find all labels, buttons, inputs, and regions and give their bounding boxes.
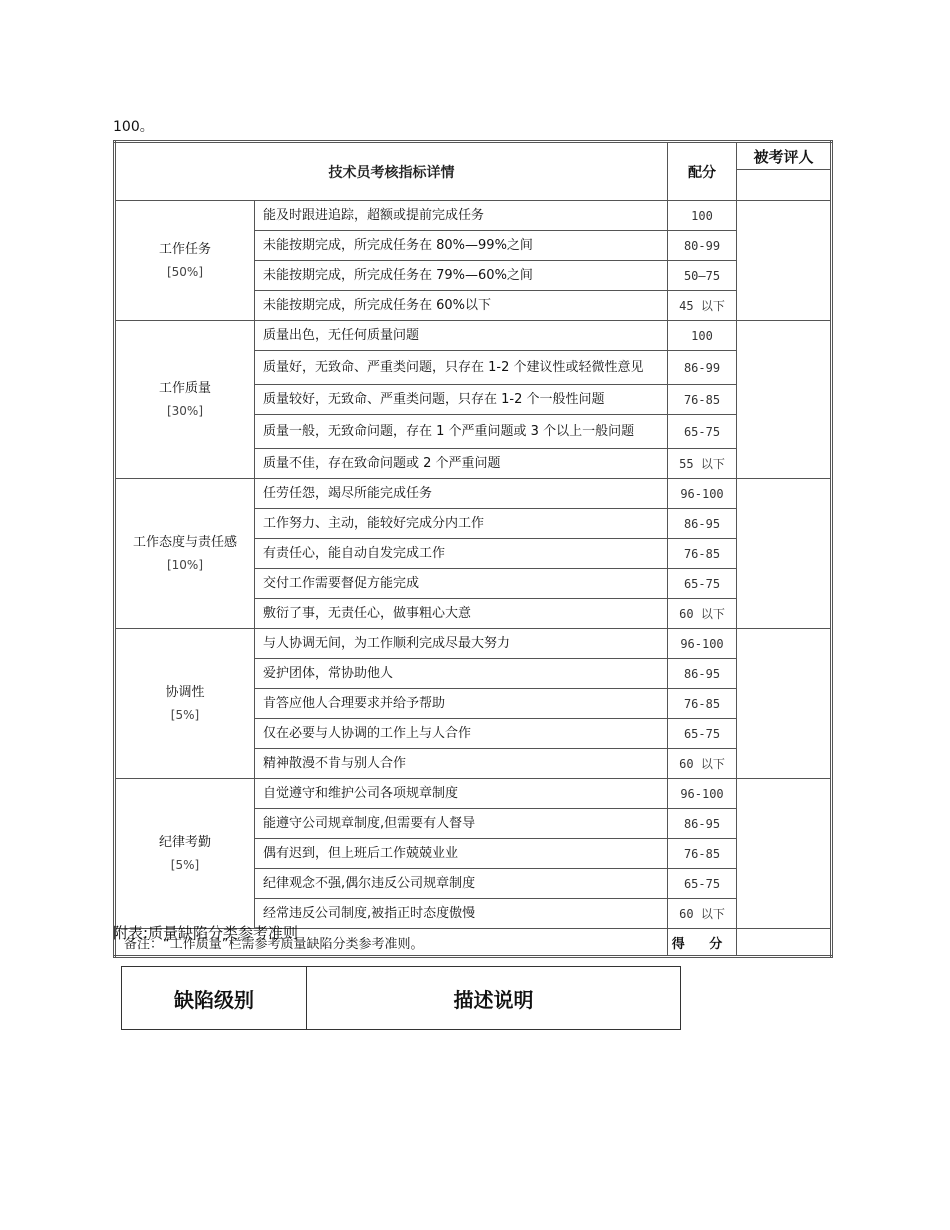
- criterion-score: 100: [668, 321, 737, 351]
- criterion-score: 96-100: [668, 479, 737, 509]
- category-weight: [30%]: [166, 403, 204, 418]
- category-weight: [50%]: [166, 264, 204, 279]
- category-weight: [5%]: [170, 707, 200, 722]
- criterion-description: 自觉遵守和维护公司各项规章制度: [255, 779, 668, 809]
- criterion-description: 爱护团体，常协助他人: [255, 659, 668, 689]
- criterion-description: 任劳任怨，竭尽所能完成任务: [255, 479, 668, 509]
- category-cell: [115, 779, 255, 929]
- table-row: [115, 779, 832, 809]
- criterion-description: 肯答应他人合理要求并给予帮助: [255, 689, 668, 719]
- criterion-score: 60 以下: [668, 749, 737, 779]
- criterion-description: 纪律观念不强,偶尔违反公司规章制度: [255, 869, 668, 899]
- criterion-description: 仅在必要与人协调的工作上与人合作: [255, 719, 668, 749]
- category-cell: [115, 629, 255, 779]
- criterion-score: 65-75: [668, 415, 737, 449]
- defect-level-header: 缺陷级别: [122, 967, 307, 1030]
- criterion-score: 80-99: [668, 231, 737, 261]
- criterion-description: 质量好，无致命、严重类问题，只存在 1-2 个建议性或轻微性意见: [255, 351, 668, 385]
- criterion-description: 质量较好，无致命、严重类问题，只存在 1-2 个一般性问题: [255, 385, 668, 415]
- evaluatee-score-cell[interactable]: [737, 779, 832, 929]
- criterion-description: 交付工作需要督促方能完成: [255, 569, 668, 599]
- criterion-description: 有责任心，能自动自发完成工作: [255, 539, 668, 569]
- table-title: 技术员考核指标详情: [115, 142, 668, 201]
- category-name: 工作质量: [158, 380, 211, 396]
- lead-text: 100。: [113, 119, 154, 135]
- criterion-score: 55 以下: [668, 449, 737, 479]
- evaluatee-header: 被考评人: [737, 142, 832, 170]
- criterion-score: 86-95: [668, 809, 737, 839]
- criterion-score: 86-99: [668, 351, 737, 385]
- category-weight: [10%]: [166, 557, 204, 572]
- table-row: [115, 201, 832, 231]
- criterion-description: 偶有迟到，但上班后工作兢兢业业: [255, 839, 668, 869]
- evaluatee-score-cell[interactable]: [737, 321, 832, 479]
- category-name: 工作态度与责任感: [132, 534, 237, 550]
- evaluatee-score-cell[interactable]: [737, 629, 832, 779]
- criterion-description: 未能按期完成，所完成任务在 80%—99%之间: [255, 231, 668, 261]
- criterion-score: 76-85: [668, 539, 737, 569]
- criterion-score: 96-100: [668, 629, 737, 659]
- criterion-score: 65-75: [668, 719, 737, 749]
- criterion-score: 45 以下: [668, 291, 737, 321]
- criterion-score: 86-95: [668, 659, 737, 689]
- appendix-title: 附表:质量缺陷分类参考准则: [113, 924, 299, 942]
- criterion-score: 86-95: [668, 509, 737, 539]
- criterion-score: 100: [668, 201, 737, 231]
- category-cell: [115, 479, 255, 629]
- criterion-score: 96-100: [668, 779, 737, 809]
- category-name: 协调性: [165, 684, 205, 700]
- table-row: [115, 479, 832, 509]
- total-score-label: 得 分: [668, 929, 737, 957]
- criterion-score: 76-85: [668, 689, 737, 719]
- evaluatee-score-cell[interactable]: [737, 201, 832, 321]
- criterion-description: 敷衍了事，无责任心，做事粗心大意: [255, 599, 668, 629]
- evaluatee-name-cell[interactable]: [737, 170, 832, 201]
- description-header: 描述说明: [307, 967, 681, 1030]
- criterion-description: 能遵守公司规章制度,但需要有人督导: [255, 809, 668, 839]
- table-row: [115, 321, 832, 351]
- criterion-score: 65-75: [668, 869, 737, 899]
- criterion-score: 76-85: [668, 385, 737, 415]
- criterion-description: 经常违反公司制度,被指正时态度傲慢: [255, 899, 668, 929]
- criterion-score: 60 以下: [668, 899, 737, 929]
- table-note: 备注：“工作质量”栏需参考质量缺陷分类参考准则。: [115, 929, 668, 957]
- category-name: 工作任务: [158, 241, 211, 257]
- criterion-description: 精神散漫不肯与别人合作: [255, 749, 668, 779]
- criterion-score: 65-75: [668, 569, 737, 599]
- total-score-cell[interactable]: [737, 929, 832, 957]
- category-weight: [5%]: [170, 857, 200, 872]
- criterion-score: 60 以下: [668, 599, 737, 629]
- criterion-description: 质量不佳，存在致命问题或 2 个严重问题: [255, 449, 668, 479]
- table-row: [115, 629, 832, 659]
- criterion-description: 质量出色，无任何质量问题: [255, 321, 668, 351]
- evaluatee-score-cell[interactable]: [737, 479, 832, 629]
- criterion-description: 未能按期完成，所完成任务在 79%—60%之间: [255, 261, 668, 291]
- assessment-table-wrapper: [113, 140, 830, 958]
- assessment-table: [113, 140, 833, 958]
- defect-classification-table: [121, 966, 681, 1030]
- category-cell: [115, 201, 255, 321]
- criterion-score: 76-85: [668, 839, 737, 869]
- criterion-description: 未能按期完成，所完成任务在 60%以下: [255, 291, 668, 321]
- category-cell: [115, 321, 255, 479]
- criterion-description: 与人协调无间，为工作顺利完成尽最大努力: [255, 629, 668, 659]
- criterion-description: 工作努力、主动，能较好完成分内工作: [255, 509, 668, 539]
- category-name: 纪律考勤: [158, 834, 211, 850]
- criterion-description: 质量一般，无致命问题，存在 1 个严重问题或 3 个以上一般问题: [255, 415, 668, 449]
- criterion-score: 50—75: [668, 261, 737, 291]
- criterion-description: 能及时跟进追踪，超额或提前完成任务: [255, 201, 668, 231]
- score-header: 配分: [668, 142, 737, 201]
